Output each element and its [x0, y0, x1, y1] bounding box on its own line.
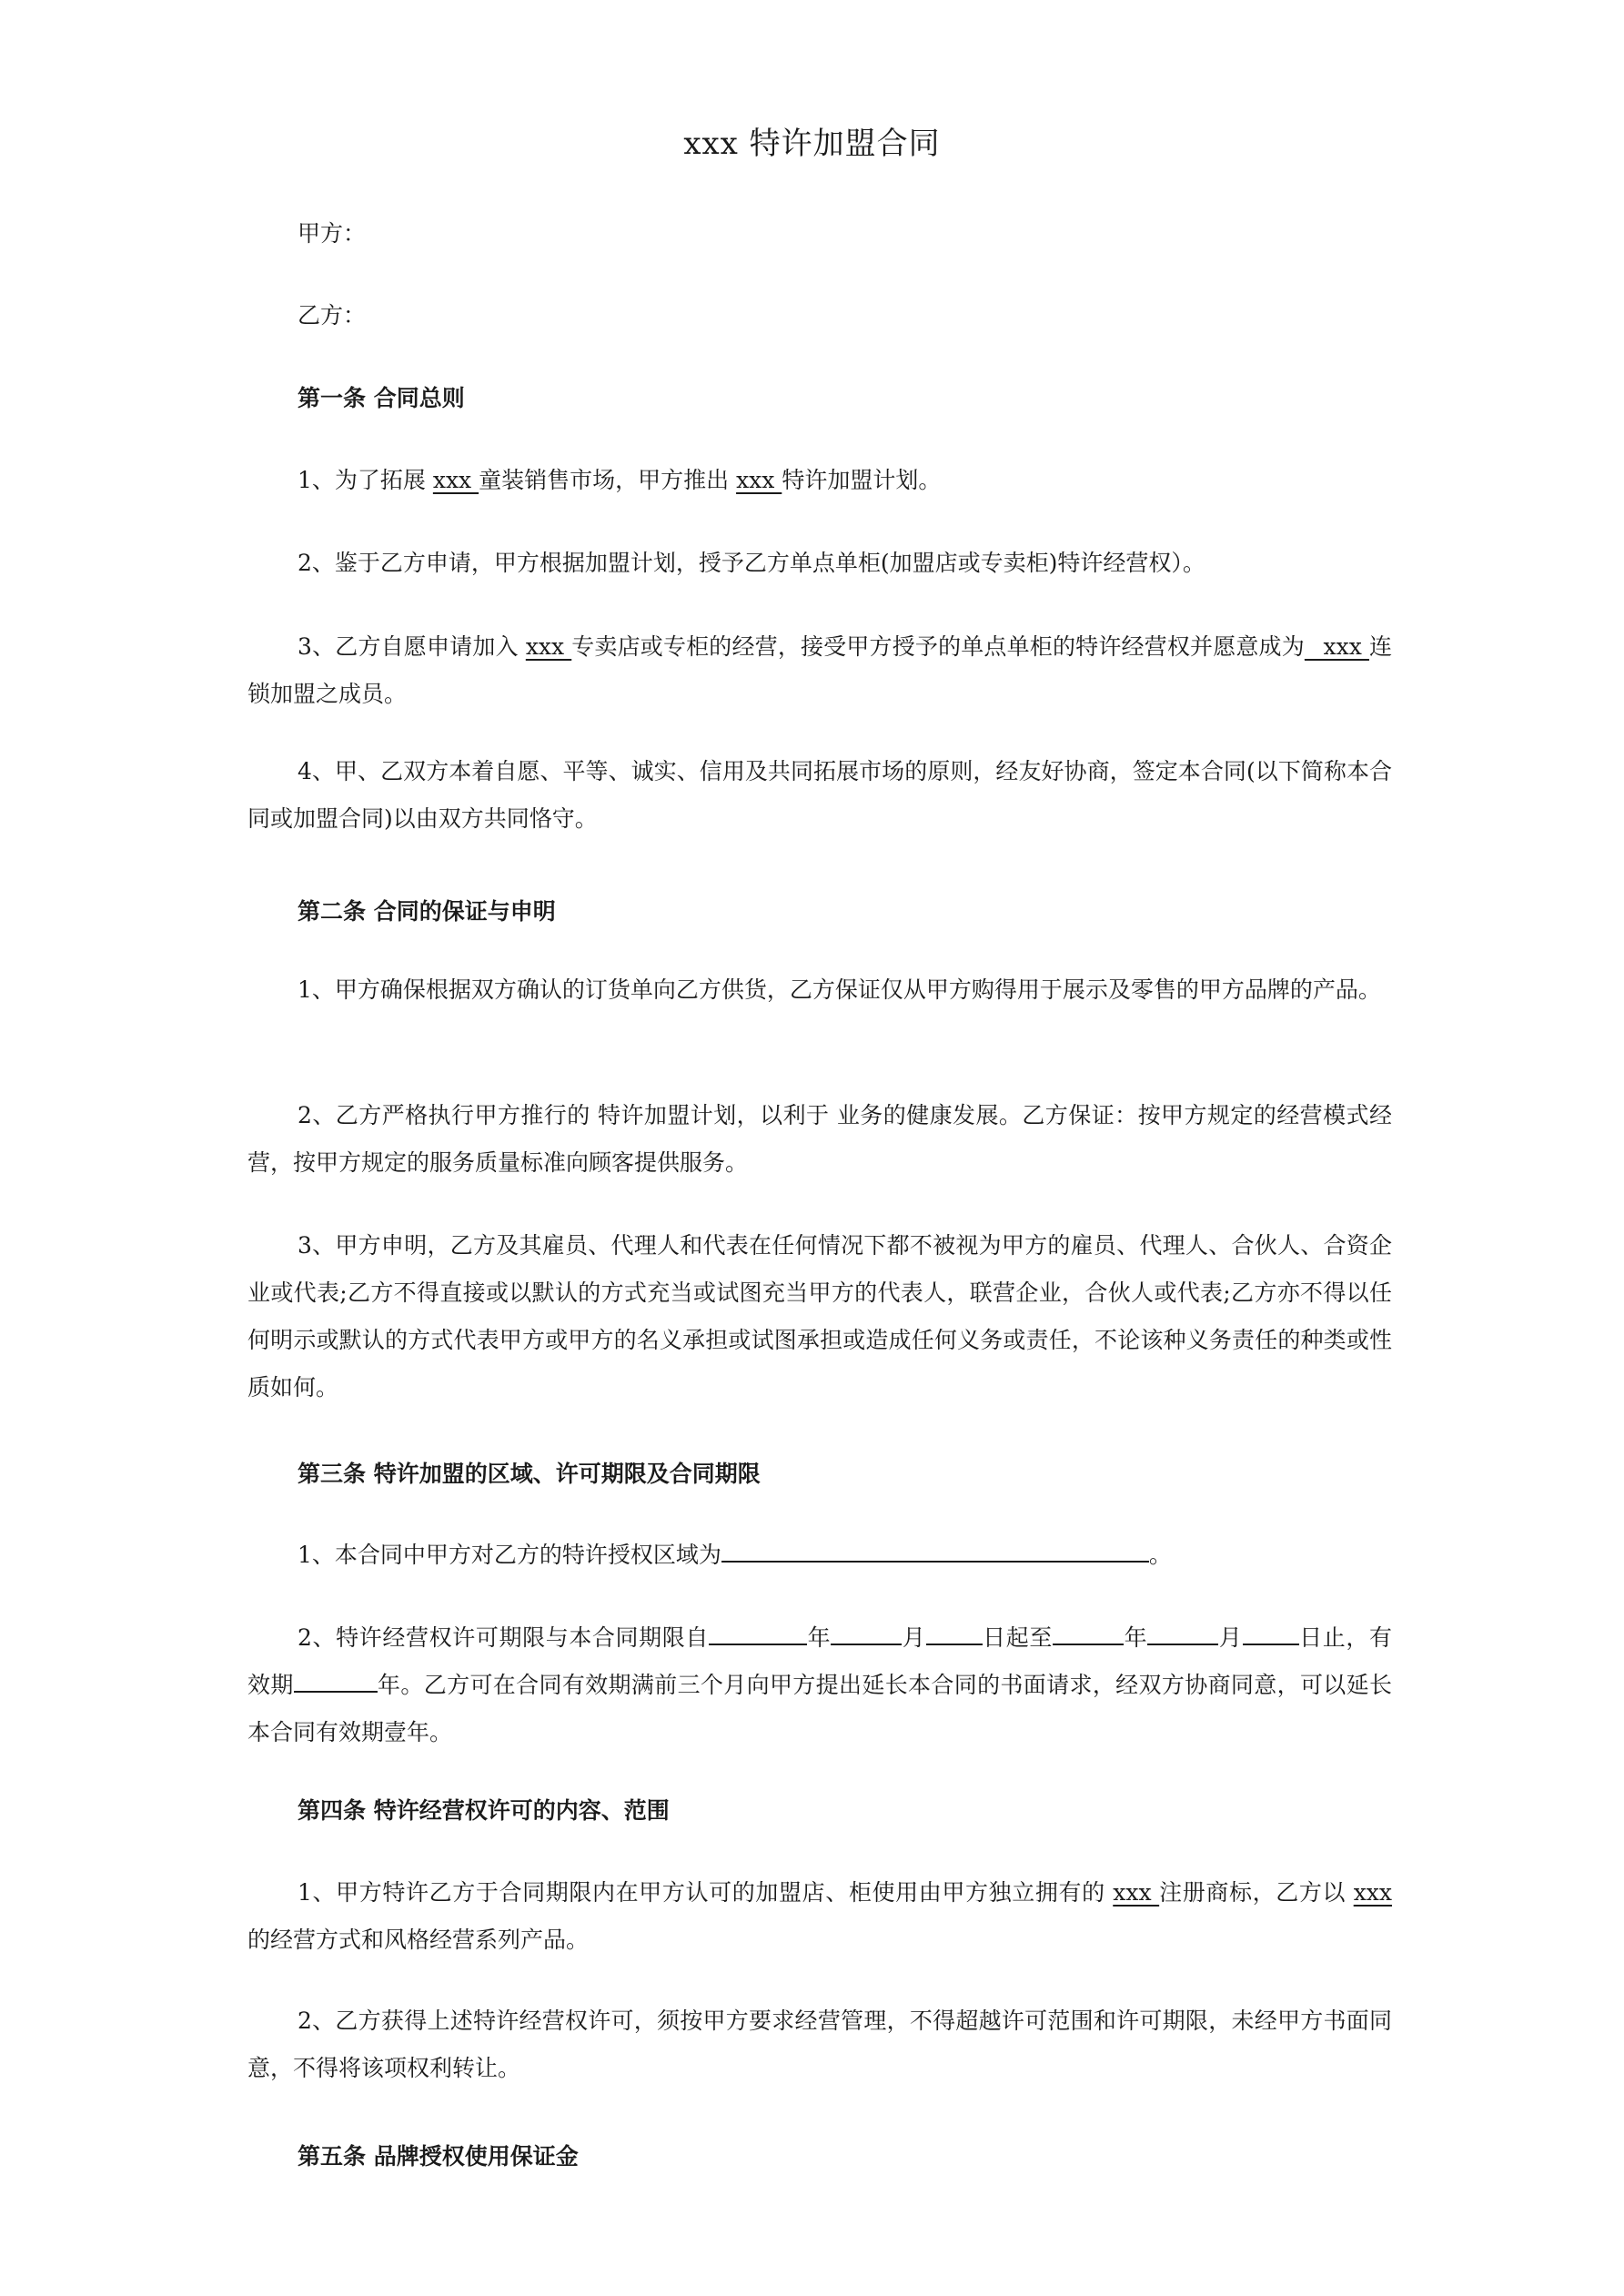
article-4-paragraph-2: 2、乙方获得上述特许经营权许可，须按甲方要求经营管理，不得超越许可范围和许可期限，未经甲方书面同意，不得将该项权利转让。	[247, 2008, 1392, 2081]
article-3-paragraph-1: 1、本合同中甲方对乙方的特许授权区域为 。	[247, 1532, 1392, 1579]
end-day-blank	[1243, 1622, 1299, 1645]
article-1-paragraph-4: 4、甲、乙双方本着自愿、平等、诚实、信用及共同拓展市场的原则，经友好协商，签定本合同(以下简称本合同或加盟合同)以由双方共同恪守。	[247, 758, 1392, 832]
article-1-paragraph-3: 3、乙方自愿申请加入 xxx 专卖店或专柜的经营，接受甲方授予的单点单柜的特许经营权并愿意成为_ xxx 连锁加盟之成员。	[247, 633, 1392, 707]
article-5-heading: 第五条 品牌授权使用保证金	[298, 2143, 579, 2170]
article-2-paragraph-3: 3、甲方申明，乙方及其雇员、代理人和代表在任何情况下都不被视为甲方的雇员、代理人、合伙人、合资企业或代表;乙方不得直接或以默认的方式充当或试图充当甲方的代表人，联营企业，合伙人或代表;乙方亦不得以任何明示或默认的方式代表甲方或甲方的名义承担或试图承担或造成任何义务或责任，不论该种义务责任的种类或性质如何。	[247, 1232, 1392, 1401]
placeholder-brand: xxx	[1113, 1879, 1160, 1906]
end-year-blank	[1053, 1622, 1124, 1645]
start-day-blank	[926, 1622, 983, 1645]
placeholder-brand: xxx	[736, 467, 782, 493]
article-1-paragraph-2: 2、鉴于乙方申请，甲方根据加盟计划，授予乙方单点单柜(加盟店或专卖柜)特许经营权）。	[298, 550, 1205, 576]
article-2-paragraph-1: 1、甲方确保根据双方确认的订货单向乙方供货，乙方保证仅从甲方购得用于展示及零售的甲方品牌的产品。	[298, 976, 1381, 1003]
article-3-paragraph-2: 2、特许经营权许可期限与本合同期限自 年 月 日起至 年 月 日止，有效期 年。乙方可在合同有效期满前三个月向甲方提出延长本合同的书面请求，经双方协商同意，可以延长本合同有效期壹年。	[247, 1614, 1392, 1756]
placeholder-brand: _ xxx	[1304, 633, 1369, 660]
territory-blank	[721, 1539, 1149, 1563]
validity-years-blank	[294, 1669, 378, 1693]
start-month-blank	[831, 1622, 902, 1645]
document-title: xxx 特许加盟合同	[683, 126, 941, 162]
start-year-blank	[709, 1622, 807, 1645]
article-2-paragraph-2: 2、乙方严格执行甲方推行的 特许加盟计划，以利于 业务的健康发展。乙方保证：按甲方规定的经营模式经营，按甲方规定的服务质量标准向顾客提供服务。	[247, 1102, 1392, 1176]
article-1-heading: 第一条 合同总则	[298, 385, 465, 411]
placeholder-brand: xxx	[432, 467, 479, 493]
placeholder-brand: xxx	[1353, 1879, 1393, 1906]
party-a-label: 甲方：	[298, 220, 367, 247]
end-month-blank	[1147, 1622, 1218, 1645]
article-4-paragraph-1: 1、甲方特许乙方于合同期限内在甲方认可的加盟店、柜使用由甲方独立拥有的 xxx 注册商标，乙方以 xxx 的经营方式和风格经营系列产品。	[247, 1879, 1393, 1953]
article-3-heading: 第三条 特许加盟的区域、许可期限及合同期限	[298, 1461, 761, 1487]
party-b-label: 乙方：	[298, 302, 367, 329]
article-4-heading: 第四条 特许经营权许可的内容、范围	[298, 1797, 670, 1824]
placeholder-brand: xxx	[525, 633, 572, 660]
article-2-heading: 第二条 合同的保证与申明	[298, 898, 556, 925]
article-1-paragraph-1: 1、为了拓展 xxx 童装销售市场，甲方推出 xxx 特许加盟计划。	[298, 467, 942, 493]
